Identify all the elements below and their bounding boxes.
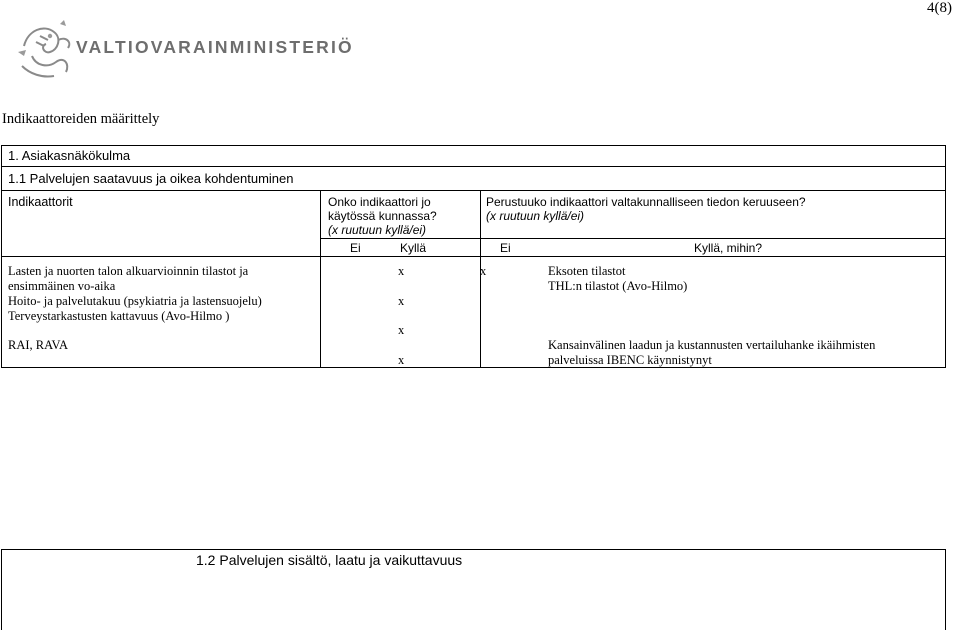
col-ei-2: Ei — [500, 241, 511, 255]
col-kylla-mihin: Kyllä, mihin? — [694, 241, 763, 255]
page-number: 4(8) — [927, 0, 952, 16]
mark-ei: x — [480, 264, 487, 278]
header-in-use-hint: (x ruutuun kyllä/ei) — [328, 223, 427, 237]
source-item: Kansainvälinen laadun ja kustannusten vertailuhanke ikäihmisten — [548, 338, 876, 352]
header-in-use-2: käytössä kunnassa? — [328, 209, 437, 223]
mark-kylla: x — [398, 264, 405, 278]
source-item: palveluissa IBENC käynnistynyt — [548, 353, 712, 367]
lion-emblem-icon — [14, 16, 78, 86]
indicator-item: ensimmäinen vo-aika — [8, 279, 116, 293]
col-ei-1: Ei — [350, 241, 361, 255]
page-heading: Indikaattoreiden määrittely — [2, 111, 160, 127]
header-indicators: Indikaattorit — [8, 195, 73, 209]
subsection-title: 1.1 Palvelujen saatavuus ja oikea kohdentuminen — [8, 171, 294, 186]
mark-kylla: x — [398, 353, 405, 367]
source-item: THL:n tilastot (Avo-Hilmo) — [548, 279, 688, 293]
header-national-question: Perustuuko indikaattori valtakunnalliseen tiedon keruuseen? — [486, 195, 806, 209]
header-in-use-1: Onko indikaattori jo — [328, 195, 431, 209]
section1-title: 1. Asiakasnäkökulma — [8, 148, 131, 163]
source-item: Eksoten tilastot — [548, 264, 626, 278]
header-national-hint: (x ruutuun kyllä/ei) — [486, 209, 585, 223]
col-kylla-1: Kyllä — [400, 241, 427, 255]
indicator-item: Hoito- ja palvelutakuu (psykiatria ja lastensuojelu) — [8, 294, 262, 308]
indicator-item: Terveystarkastusten kattavuus (Avo-Hilmo ) — [8, 309, 230, 323]
mark-kylla: x — [398, 294, 405, 308]
section2-title: 1.2 Palvelujen sisältö, laatu ja vaikuttavuus — [196, 552, 463, 568]
indicator-item: Lasten ja nuorten talon alkuarvioinnin tilastot ja — [8, 264, 249, 278]
mark-kylla: x — [398, 323, 405, 337]
logo-text: VALTIOVARAINMINISTERIÖ — [76, 37, 354, 57]
indicator-item: RAI, RAVA — [8, 338, 68, 352]
